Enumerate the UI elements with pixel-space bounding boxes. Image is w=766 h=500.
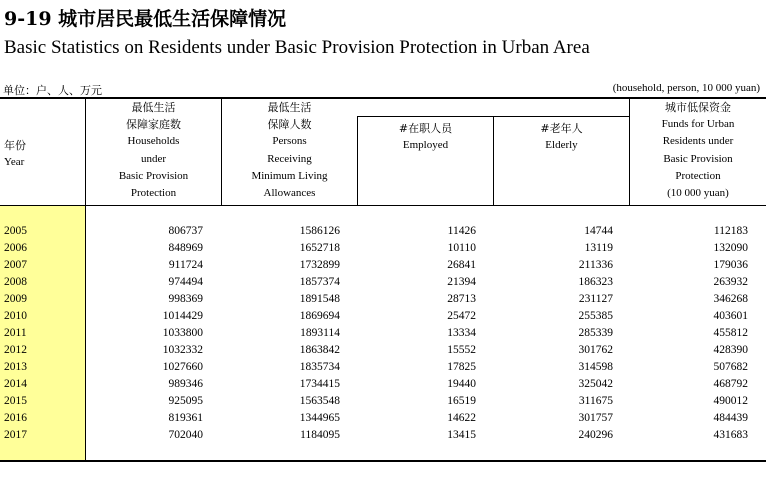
cell-households: 1027660 [162,361,203,373]
header-persons-en1: Persons [272,135,307,148]
cell-employed: 28713 [447,293,476,305]
cell-elderly: 311675 [578,395,613,407]
cell-employed: 15552 [447,344,476,356]
header-households [86,99,221,202]
cell-year: 2012 [4,344,27,356]
cell-households: 974494 [168,276,203,288]
cell-year: 2005 [4,225,27,237]
table-title-english: Basic Statistics on Residents under Basic Provision Protection in Urban Area [4,37,590,58]
cell-persons: 1857374 [299,276,340,288]
cell-funds: 484439 [713,412,748,424]
cell-year: 2009 [4,293,27,305]
header-households-en4: Protection [130,187,177,200]
cell-year: 2007 [4,259,27,271]
header-funds-en2: Residents under [662,135,734,148]
header-year [4,137,26,171]
cell-elderly: 285339 [578,327,613,339]
header-year-en: Year [4,156,25,168]
table-row [0,376,766,393]
header-funds-en3: Basic Provision [663,152,733,165]
cell-persons: 1344965 [299,412,340,424]
cell-funds: 403601 [713,310,748,322]
cell-year: 2013 [4,361,27,373]
table-row [0,342,766,359]
table-row [0,393,766,410]
cell-persons: 1586126 [299,225,340,237]
cell-persons: 1652718 [299,242,340,254]
cell-year: 2015 [4,395,27,407]
cell-elderly: 231127 [578,293,613,305]
header-elderly-en: Elderly [545,139,578,152]
header-persons-cn1: 最低生活 [267,101,312,114]
header-funds-cn: 城市低保资金 [665,101,731,114]
table-row [0,291,766,308]
header-households-cn1: 最低生活 [131,101,176,114]
cell-persons: 1734415 [299,378,340,390]
table-row [0,359,766,376]
table-body [0,223,766,444]
table-row [0,325,766,342]
header-persons-en4: Allowances [263,187,316,200]
cell-households: 848969 [168,242,203,254]
cell-employed: 10110 [447,242,476,254]
cell-households: 989346 [168,378,203,390]
header-persons-cn2: 保障人数 [267,118,312,132]
cell-elderly: 255385 [578,310,613,322]
cell-funds: 263932 [713,276,748,288]
cell-persons: 1563548 [299,395,340,407]
header-year-cn: 年份 [4,139,26,152]
cell-elderly: 211336 [578,259,613,271]
cell-persons: 1732899 [299,259,340,271]
cell-funds: 490012 [713,395,748,407]
header-households-en1: Households [127,135,180,148]
cell-employed: 11426 [447,225,476,237]
cell-elderly: 301757 [578,412,613,424]
cell-funds: 112183 [713,225,748,237]
header-elderly [494,120,629,154]
subheader-rule [357,116,629,117]
header-employed-cn: #在职人员 [398,122,453,135]
cell-persons: 1835734 [299,361,340,373]
header-employed-en: Employed [402,139,449,152]
cell-employed: 25472 [447,310,476,322]
cell-funds: 428390 [713,344,748,356]
cell-year: 2006 [4,242,27,254]
table-row [0,410,766,427]
header-households-en3: Basic Provision [118,169,189,182]
cell-year: 2017 [4,429,27,441]
cell-employed: 13334 [447,327,476,339]
table-row [0,223,766,240]
cell-households: 702040 [168,429,203,441]
cell-households: 925095 [168,395,203,407]
header-funds-en5: (10 000 yuan) [667,187,729,200]
header-funds-en4: Protection [675,169,721,182]
cell-households: 1032332 [162,344,203,356]
cell-elderly: 14744 [584,225,613,237]
cell-households: 911724 [168,259,203,271]
cell-funds: 431683 [713,429,748,441]
table-row [0,274,766,291]
cell-funds: 179036 [713,259,748,271]
cell-elderly: 325042 [578,378,613,390]
table-row [0,427,766,444]
cell-employed: 17825 [447,361,476,373]
cell-elderly: 240296 [578,429,613,441]
cell-funds: 346268 [713,293,748,305]
header-funds [630,99,766,202]
cell-year: 2014 [4,378,27,390]
cell-funds: 132090 [713,242,748,254]
cell-elderly: 314598 [578,361,613,373]
cell-year: 2008 [4,276,27,288]
cell-employed: 14622 [447,412,476,424]
header-employed [358,120,493,154]
header-persons-en3: Minimum Living [251,169,328,182]
table-row [0,308,766,325]
cell-year: 2010 [4,310,27,322]
cell-elderly: 186323 [578,276,613,288]
table-row [0,240,766,257]
cell-funds: 507682 [713,361,748,373]
cell-households: 998369 [168,293,203,305]
cell-employed: 16519 [447,395,476,407]
cell-persons: 1184095 [300,429,340,441]
cell-employed: 26841 [447,259,476,271]
header-funds-en1: Funds for Urban [661,118,735,131]
unit-label-chinese: 单位：户、人、万元 [3,84,102,97]
header-bottom-rule [0,205,766,206]
cell-households: 806737 [168,225,203,237]
cell-households: 819361 [168,412,203,424]
cell-year: 2016 [4,412,27,424]
cell-persons: 1891548 [299,293,340,305]
header-elderly-cn: #老年人 [540,122,583,135]
header-persons-en2: Receiving [267,152,312,165]
cell-funds: 468792 [713,378,748,390]
cell-persons: 1893114 [300,327,340,339]
cell-employed: 13415 [447,429,476,441]
cell-employed: 21394 [447,276,476,288]
cell-elderly: 301762 [578,344,613,356]
cell-elderly: 13119 [584,242,613,254]
table-row [0,257,766,274]
cell-persons: 1863842 [299,344,340,356]
table-title-chinese: 9-19 城市居民最低生活保障情况 [4,8,287,30]
header-persons [222,99,357,202]
cell-persons: 1869694 [299,310,340,322]
unit-label-english: (household, person, 10 000 yuan) [612,82,760,94]
header-households-cn2: 保障家庭数 [126,118,181,132]
cell-year: 2011 [4,327,27,339]
cell-funds: 455812 [713,327,748,339]
header-households-en2: under [140,152,167,165]
cell-employed: 19440 [447,378,476,390]
table-bottom-rule [0,460,766,462]
cell-households: 1014429 [162,310,203,322]
cell-households: 1033800 [162,327,203,339]
